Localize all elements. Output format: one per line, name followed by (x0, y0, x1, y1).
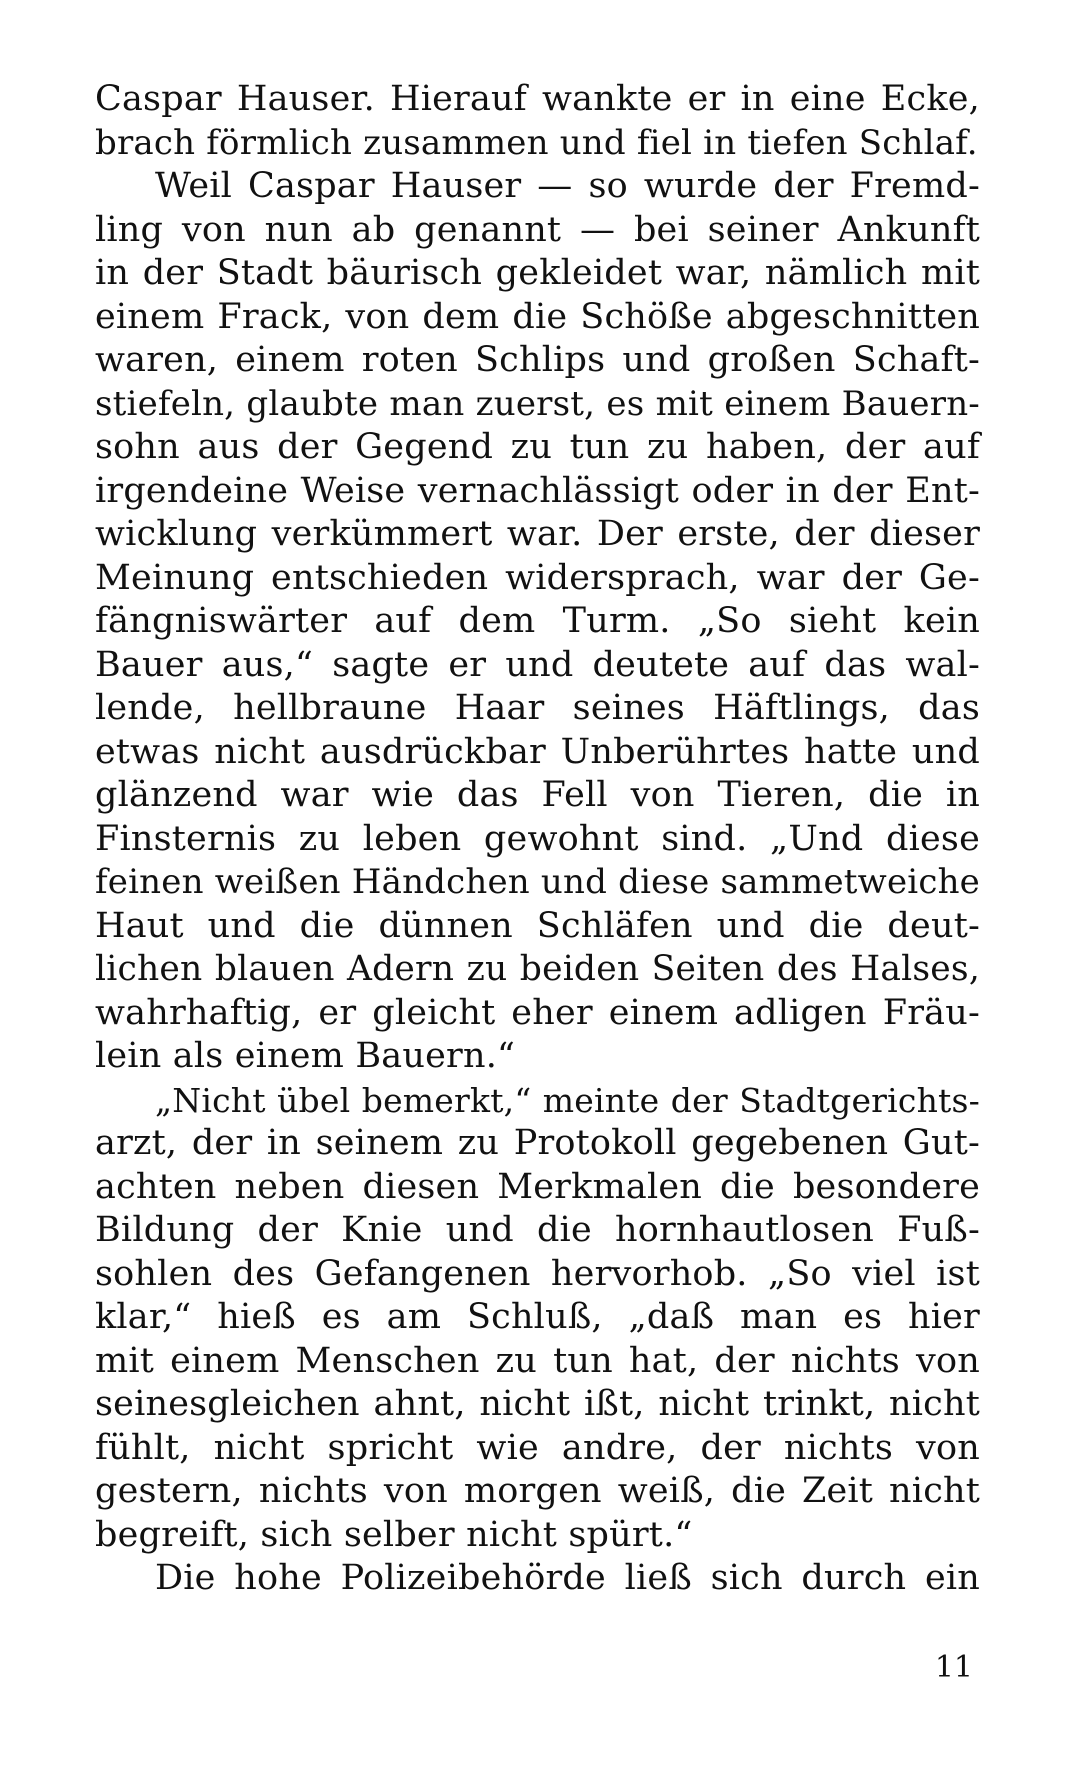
text-line: mit einem Menschen zu tun hat, der nichts von (95, 1340, 980, 1381)
text-line: sohn aus der Gegend zu tun zu haben, der auf (95, 427, 980, 467)
text-line: in der Stadt bäurisch gekleidet war, nämlich mit (95, 253, 980, 293)
text-line: sohlen des Gefangenen hervorhob. „So viel ist (95, 1253, 980, 1294)
text-line: arzt, der in seinem zu Protokoll gegebenen Gut- (95, 1123, 980, 1163)
text-line: „Nicht übel bemerkt,“ meinte der Stadtgerichts- (155, 1080, 980, 1120)
text-line: wahrhaftig, er gleicht eher einem adligen Fräu- (95, 992, 980, 1033)
text-line: Bildung der Knie und die hornhautlosen Fuß- (95, 1210, 980, 1250)
text-line: Finsternis zu leben gewohnt sind. „Und diese (95, 818, 980, 859)
text-line: etwas nicht ausdrückbar Unberührtes hatte und (95, 731, 980, 772)
text-line: Die hohe Polizeibehörde ließ sich durch ein (155, 1558, 980, 1598)
text-line: Caspar Hauser. Hierauf wankte er in eine Ecke, (95, 79, 980, 119)
text-line: Meinung entschieden widersprach, war der Ge- (95, 557, 980, 598)
page-number: 11 (934, 1650, 973, 1685)
text-line: irgendeine Weise vernachlässigt oder in der Ent- (95, 470, 980, 511)
text-line: fängniswärter auf dem Turm. „So sieht kein (95, 601, 980, 641)
text-line: glänzend war wie das Fell von Tieren, die in (95, 775, 980, 815)
text-line: gestern, nichts von morgen weiß, die Zeit nicht (95, 1471, 980, 1511)
text-line: feinen weißen Händchen und diese sammetweiche (95, 862, 980, 902)
text-line: einem Frack, von dem die Schöße abgeschnitten (95, 296, 980, 337)
body-text (95, 78, 980, 1601)
text-line: achten neben diesen Merkmalen die besondere (95, 1166, 980, 1207)
text-line: fühlt, nicht spricht wie andre, der nichts von (95, 1427, 980, 1468)
text-line: wicklung verkümmert war. Der erste, der dieser (95, 514, 980, 554)
text-line: begreift, sich selber nicht spürt.“ (95, 1514, 693, 1555)
text-line: waren, einem roten Schlips und großen Schaft- (95, 340, 980, 380)
text-line: brach förmlich zusammen und fiel in tiefen Schlaf. (95, 122, 978, 163)
text-line: lende, hellbraune Haar seines Häftlings, das (95, 688, 980, 728)
text-line: Bauer aus,“ sagte er und deutete auf das wal- (95, 644, 980, 685)
text-line: stiefeln, glaubte man zuerst, es mit einem Bauern- (95, 383, 980, 424)
text-line: lichen blauen Adern zu beiden Seiten des Halses, (95, 949, 980, 989)
text-line: ling von nun ab genannt — bei seiner Ankunft (95, 209, 980, 250)
text-line: Weil Caspar Hauser — so wurde der Fremd- (155, 166, 980, 206)
text-line: Haut und die dünnen Schläfen und die deut- (95, 905, 980, 946)
text-line: klar,“ hieß es am Schluß, „daß man es hier (95, 1297, 980, 1337)
text-line: lein als einem Bauern.“ (95, 1036, 516, 1076)
text-line: seinesgleichen ahnt, nicht ißt, nicht trinkt, nicht (95, 1384, 980, 1424)
